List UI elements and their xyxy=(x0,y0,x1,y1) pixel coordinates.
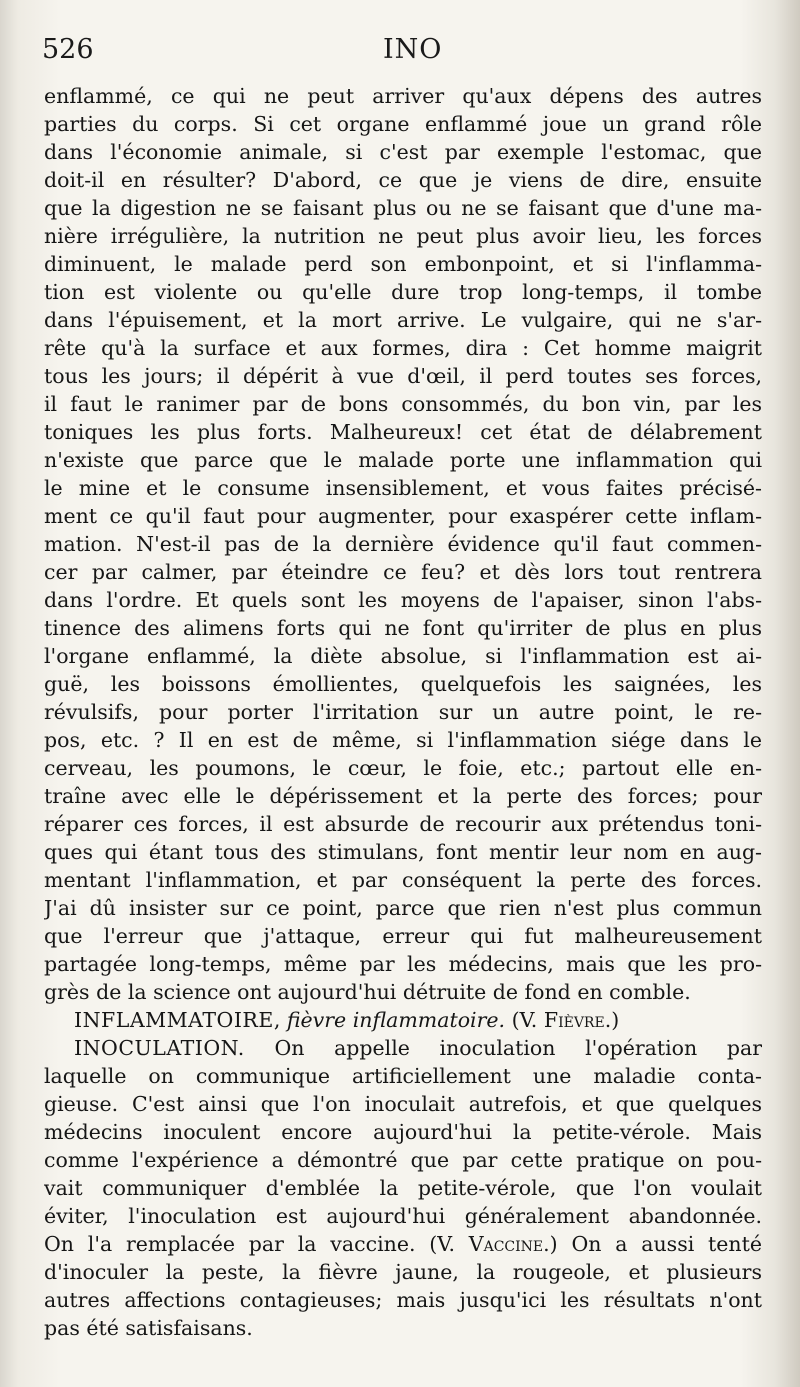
text-line: partagée long-temps, même par les médecins, mais que les pro- xyxy=(44,952,762,976)
text-line: dans l'ordre. Et quels sont les moyens de l'apaiser, sinon l'abs- xyxy=(44,588,762,612)
entry-headword: INFLAMMATOIRE xyxy=(74,1008,274,1032)
text-line: que l'erreur que j'attaque, erreur qui fut malheureusement xyxy=(44,924,762,948)
entry-inflammatoire xyxy=(44,1006,762,1034)
text-line: éviter, l'inoculation est aujourd'hui généralement abandonnée. xyxy=(44,1204,762,1228)
ref-line-after: .) On a aussi tenté xyxy=(543,1232,762,1256)
page-number: 526 xyxy=(42,34,94,65)
entry-inflammation-continued xyxy=(44,82,762,1006)
text-line: révulsifs, pour porter l'irritation sur un autre point, le re- xyxy=(44,700,762,724)
cross-ref-word: Fièvre xyxy=(543,1008,605,1032)
text-line: tion est violente ou qu'elle dure trop long-temps, il tombe xyxy=(44,280,762,304)
entry-definition-italic: fièvre inflammatoire. xyxy=(286,1008,506,1032)
text-line: comme l'expérience a démontré que par cette pratique on pou- xyxy=(44,1148,762,1172)
text-line: tinence des alimens forts qui ne font qu'irriter de plus en plus xyxy=(44,616,762,640)
ref-line-before: On l'a remplacée par la vaccine. (V. xyxy=(44,1232,469,1256)
text-line: parties du corps. Si cet organe enflammé joue un grand rôle xyxy=(44,112,762,136)
text-line: cer par calmer, par éteindre ce feu? et dès lors tout rentrera xyxy=(44,560,762,584)
text-line: traîne avec elle le dépérissement et la perte des forces; pour xyxy=(44,784,762,808)
text-line: le mine et le consume insensiblement, et vous faites précisé- xyxy=(44,476,762,500)
text-line: nière irrégulière, la nutrition ne peut plus avoir lieu, les forces xyxy=(44,224,762,248)
body-text xyxy=(44,82,762,1342)
text-line: doit-il en résulter? D'abord, ce que je viens de dire, ensuite xyxy=(44,168,762,192)
text-line: l'organe enflammé, la diète absolue, si l'inflammation est ai- xyxy=(44,644,762,668)
first-line-text: On appelle inoculation l'opération par xyxy=(244,1036,762,1060)
text-line: mentant l'inflammation, et par conséquent la perte des forces. xyxy=(44,868,762,892)
text-line: grès de la science ont aujourd'hui détruite de fond en comble. xyxy=(44,980,691,1004)
text-line: gieuse. C'est ainsi que l'on inoculait autrefois, et que quelques xyxy=(44,1092,762,1116)
text-line: n'existe que parce que le malade porte une inflammation qui xyxy=(44,448,762,472)
text-line: il faut le ranimer par de bons consommés, du bon vin, par les xyxy=(44,392,762,416)
cross-ref-open: (V. xyxy=(505,1008,544,1032)
entry-headword: INOCULATION. xyxy=(74,1036,245,1060)
text-line xyxy=(44,1230,762,1258)
text-line: tous les jours; il dépérit à vue d'œil, il perd toutes ses forces, xyxy=(44,364,762,388)
text-line: toniques les plus forts. Malheureux! cet état de délabrement xyxy=(44,420,762,444)
text-line: cerveau, les poumons, le cœur, le foie, etc.; partout elle en- xyxy=(44,756,762,780)
text-line: rête qu'à la surface et aux formes, dira : Cet homme maigrit xyxy=(44,336,762,360)
text-line: mation. N'est-il pas de la dernière évidence qu'il faut commen- xyxy=(44,532,762,556)
text-line: vait communiquer d'emblée la petite-vérole, que l'on voulait xyxy=(44,1176,762,1200)
text-line: J'ai dû insister sur ce point, parce que rien n'est plus commun xyxy=(44,896,762,920)
cross-ref-close: .) xyxy=(604,1008,620,1032)
text-line: médecins inoculent encore aujourd'hui la petite-vérole. Mais xyxy=(44,1120,762,1144)
text-line: ment ce qu'il faut pour augmenter, pour exaspérer cette inflam- xyxy=(44,504,762,528)
page-header xyxy=(0,30,800,74)
running-head: INO xyxy=(383,34,443,65)
text-line: d'inoculer la peste, la fièvre jaune, la rougeole, et plusieurs xyxy=(44,1260,762,1284)
text-line: dans l'économie animale, si c'est par exemple l'estomac, que xyxy=(44,140,762,164)
text-line: dans l'épuisement, et la mort arrive. Le vulgaire, qui ne s'ar- xyxy=(44,308,762,332)
text-line: autres affections contagieuses; mais jusqu'ici les résultats n'ont xyxy=(44,1288,762,1312)
text-line: diminuent, le malade perd son embonpoint, et si l'inflamma- xyxy=(44,252,762,276)
cross-ref-word: Vaccine xyxy=(468,1232,544,1256)
text-line: guë, les boissons émollientes, quelquefois les saignées, les xyxy=(44,672,762,696)
text-line: laquelle on communique artificiellement une maladie conta- xyxy=(44,1064,762,1088)
text-line: que la digestion ne se faisant plus ou ne se faisant que d'une ma- xyxy=(44,196,762,220)
text-line: réparer ces forces, il est absurde de recourir aux prétendus toni- xyxy=(44,812,762,836)
text-line: enflammé, ce qui ne peut arriver qu'aux dépens des autres xyxy=(44,84,762,108)
text-line: pos, etc. ? Il en est de même, si l'inflammation siége dans le xyxy=(44,728,762,752)
text-line: pas été satisfaisans. xyxy=(44,1316,253,1340)
entry-inoculation xyxy=(44,1034,762,1342)
headword-separator: , xyxy=(273,1008,287,1032)
text-line: ques qui étant tous des stimulans, font mentir leur nom en aug- xyxy=(44,840,762,864)
text-line xyxy=(44,1034,762,1062)
